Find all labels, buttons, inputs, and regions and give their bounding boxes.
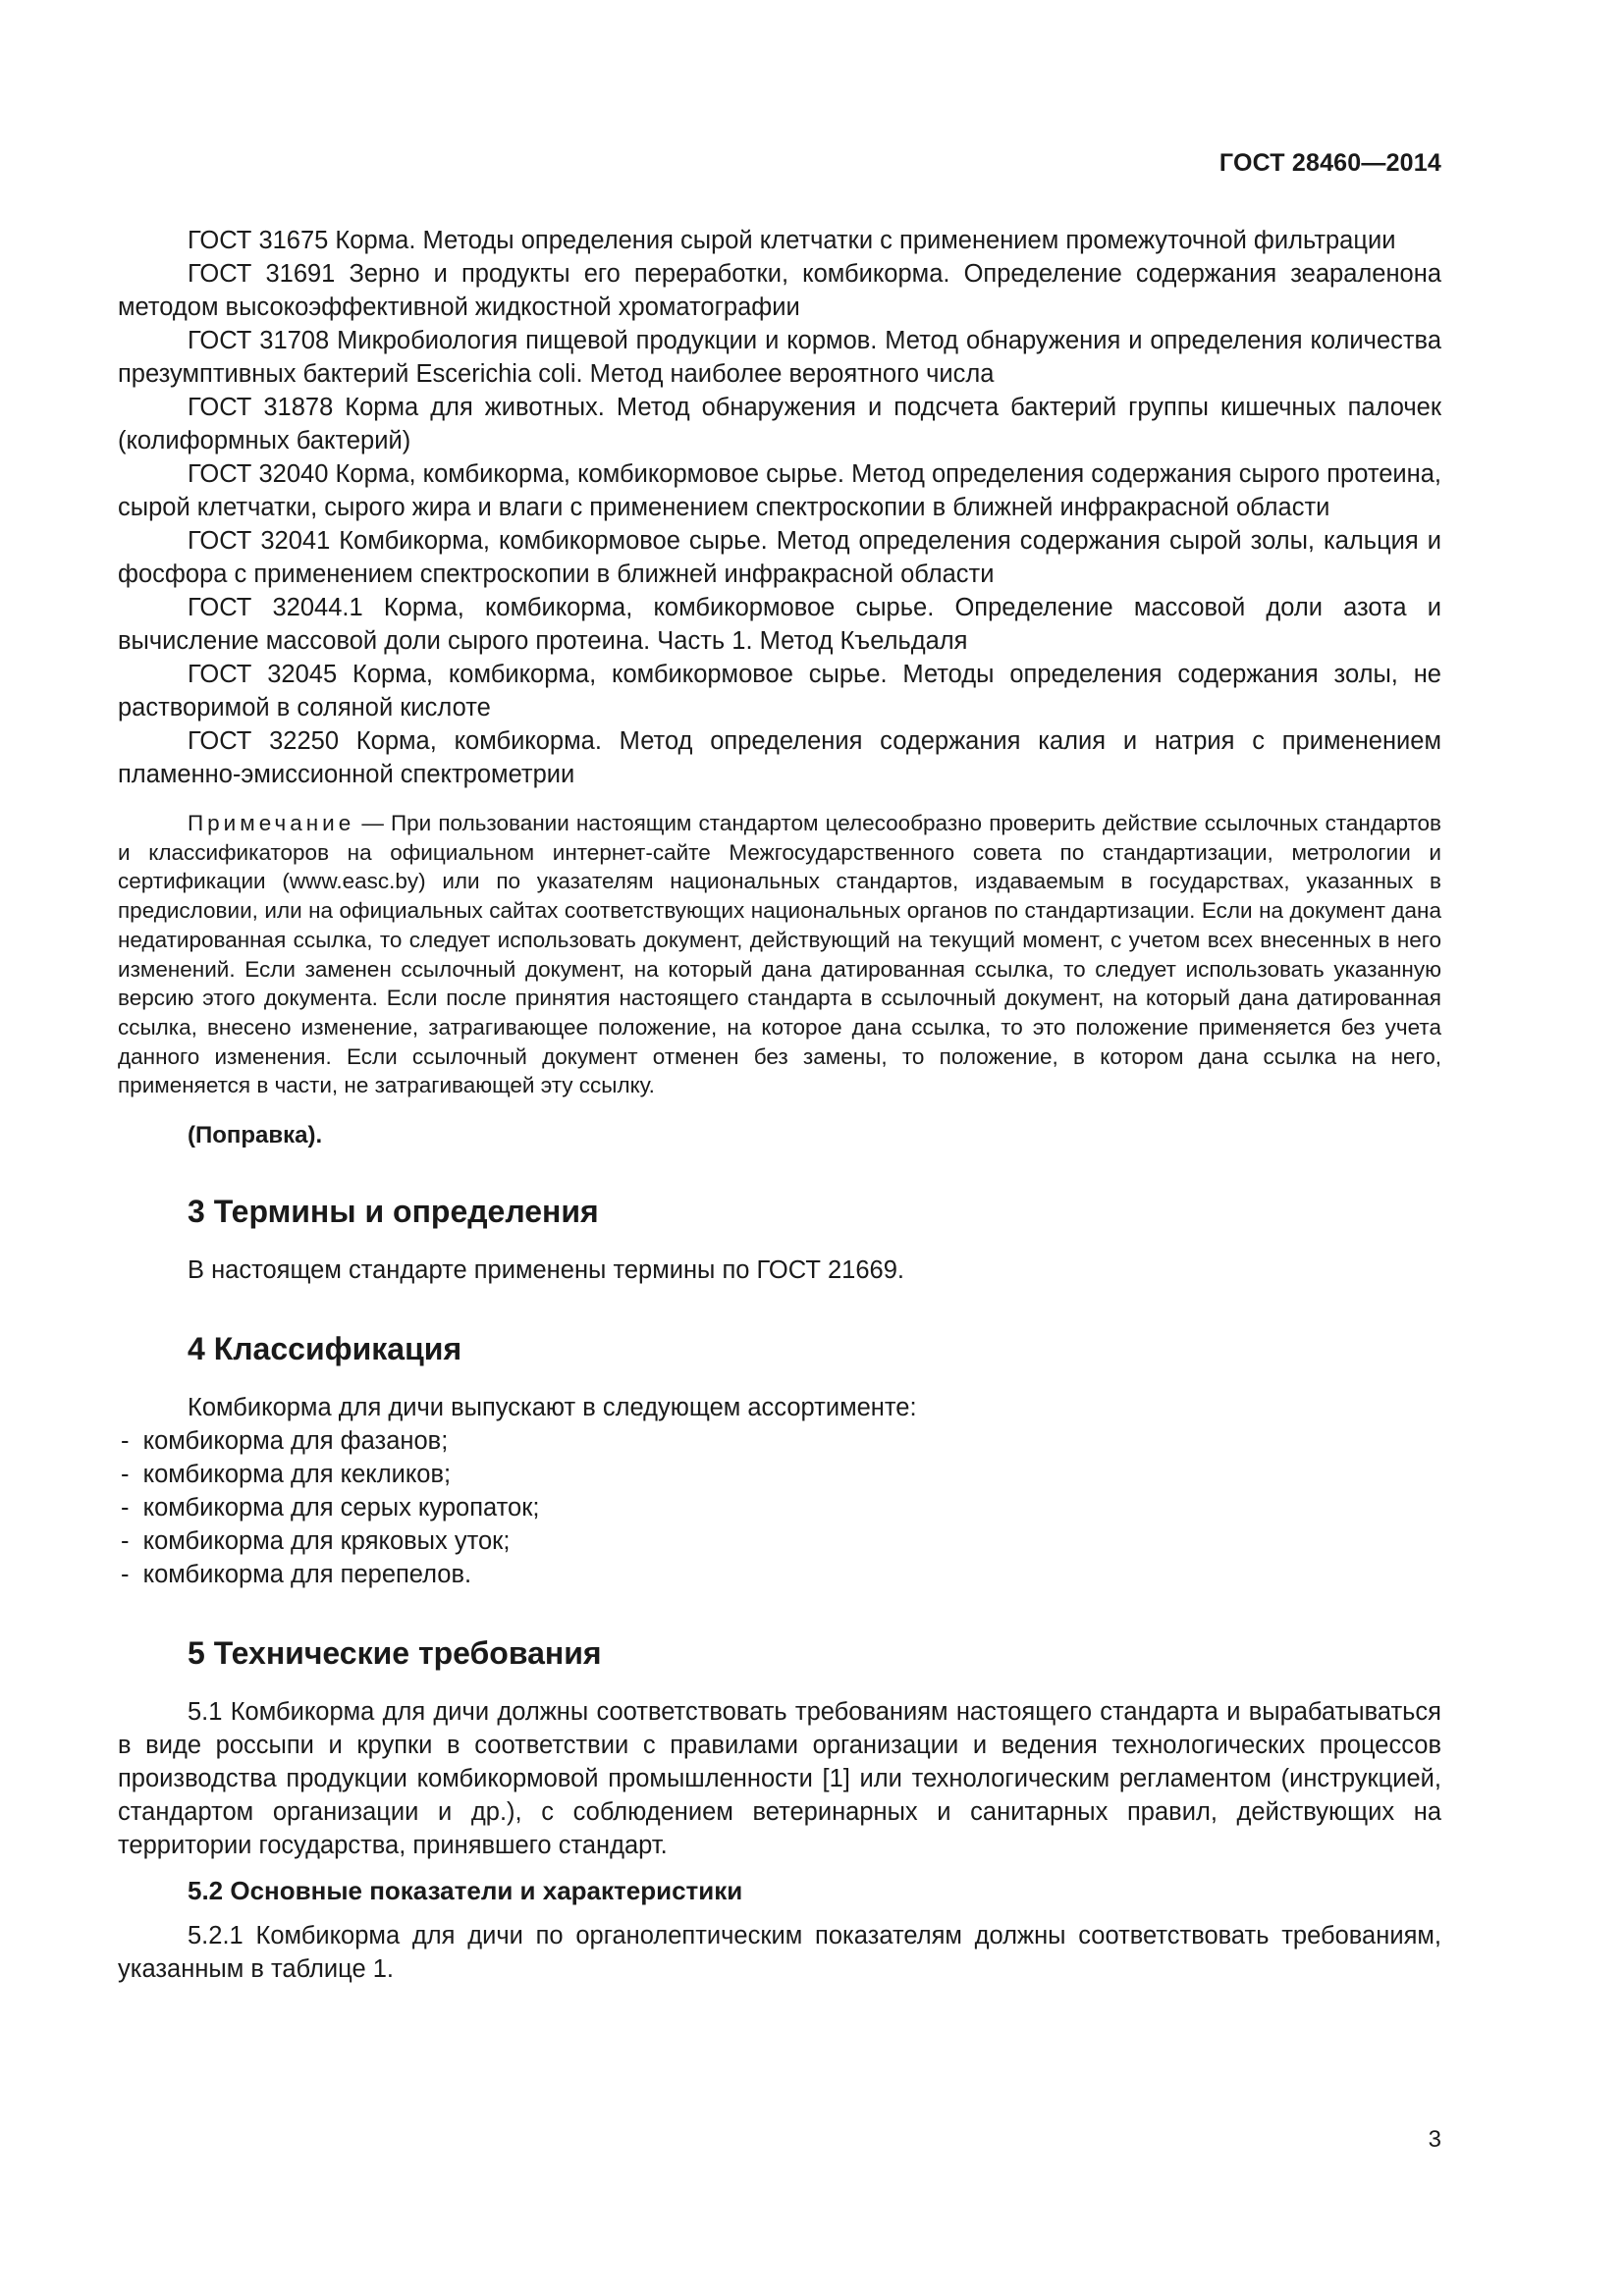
clause-5-2-heading: 5.2 Основные показатели и характеристики — [188, 1876, 743, 1906]
reference-gost-32044-1: ГОСТ 32044.1 Корма, комбикорма, комбикормовое сырье. Определение массовой доли азота и вычисление массовой доли сырого протеина. Часть 1. Метод Къельдаля — [118, 594, 1441, 655]
reference-gost-32040: ГОСТ 32040 Корма, комбикорма, комбикормовое сырье. Метод определения содержания сырого протеина, сырой клетчатки, сырого жира и влаги с применением спектроскопии в ближней инфракрасной области — [118, 460, 1441, 521]
clause-5-1: 5.1 Комбикорма для дичи должны соответствовать требованиям настоящего стандарта и вырабатываться в виде россыпи и крупки в соответствии с правилами организации и ведения технологических процессов производства продукции комбикормовой промышленности [1] или технологическим регламентом (инструкцией, стандартом организации и др.), с соблюдением ветеринарных и санитарных правил, действующих на территории государства, принявшего стандарт. — [118, 1698, 1441, 1860]
reference-note — [118, 809, 1441, 1100]
reference-gost-31878: ГОСТ 31878 Корма для животных. Метод обнаружения и подсчета бактерий группы кишечных палочек (колиформных бактерий) — [118, 394, 1441, 454]
reference-gost-31708: ГОСТ 31708 Микробиология пищевой продукции и кормов. Метод обнаружения и определения количества презумптивных бактерий Escerichia coli. Метод наиболее вероятного числа — [118, 327, 1441, 388]
reference-gost-32045: ГОСТ 32045 Корма, комбикорма, комбикормовое сырье. Методы определения содержания золы, не растворимой в соляной кислоте — [118, 661, 1441, 721]
clause-5-2-1: 5.2.1 Комбикорма для дичи по органолептическим показателям должны соответствовать требованиям, указанным в таблице 1. — [118, 1922, 1441, 1984]
reference-gost-31675: ГОСТ 31675 Корма. Методы определения сырой клетчатки с применением промежуточной фильтрации — [188, 227, 1396, 254]
section-3-text: В настоящем стандарте применены термины по ГОСТ 21669. — [188, 1256, 904, 1285]
section-5-heading: 5 Технические требования — [188, 1635, 602, 1672]
page-number: 3 — [1428, 2126, 1441, 2153]
list-item: - комбикорма для перепелов. — [121, 1558, 1441, 1591]
note-text: — При пользовании настоящим стандартом целесообразно проверить действие ссылочных стандартов и классификаторов на официальном интернет-сайте Межгосударственного совета по стандартизации, метрологии и сертификации (www.easc.by) или по указателям национальных стандартов, издаваемым в государствах, указанных в предисловии, или на официальных сайтах соответствующих национальных органов по стандартизации. Если на документ дана недатированная ссылка, то следует использовать документ, действующий на текущий момент, с учетом всех внесенных в него изменений. Если заменен ссылочный документ, на который дана датированная ссылка, то следует использовать указанную версию этого документа. Если после принятия настоящего стандарта в ссылочный документ, на который дана датированная ссылка, внесено изменение, затрагивающее положение, на которое дана ссылка, то это положение применяется без учета данного изменения. Если ссылочный документ отменен без замены, то положение, в котором дана ссылка на него, применяется в части, не затрагивающей эту ссылку. — [118, 811, 1441, 1098]
list-item: - комбикорма для фазанов; — [121, 1424, 1441, 1458]
amendment-mark: (Поправка). — [188, 1122, 323, 1149]
reference-gost-32041: ГОСТ 32041 Комбикорма, комбикормовое сырье. Метод определения содержания сырой золы, кальция и фосфора с применением спектроскопии в ближней инфракрасной области — [118, 527, 1441, 588]
section-3-heading: 3 Термины и определения — [188, 1194, 599, 1230]
page-content — [118, 224, 1441, 1986]
section-4-intro: Комбикорма для дичи выпускают в следующем ассортименте: — [188, 1394, 917, 1422]
feed-assortment-list — [121, 1424, 1441, 1591]
section-4-heading: 4 Классификация — [188, 1331, 462, 1367]
list-item: - комбикорма для серых куропаток; — [121, 1491, 1441, 1524]
list-item: - комбикорма для кекликов; — [121, 1458, 1441, 1491]
note-label: Примечание — [188, 811, 355, 835]
list-item: - комбикорма для кряковых уток; — [121, 1524, 1441, 1558]
reference-gost-31691: ГОСТ 31691 Зерно и продукты его переработки, комбикорма. Определение содержания зеараленона методом высокоэффективной жидкостной хроматографии — [118, 260, 1441, 321]
reference-gost-32250: ГОСТ 32250 Корма, комбикорма. Метод определения содержания калия и натрия с применением пламенно-эмиссионной спектрометрии — [118, 727, 1441, 788]
document-code-header: ГОСТ 28460—2014 — [1218, 149, 1441, 177]
